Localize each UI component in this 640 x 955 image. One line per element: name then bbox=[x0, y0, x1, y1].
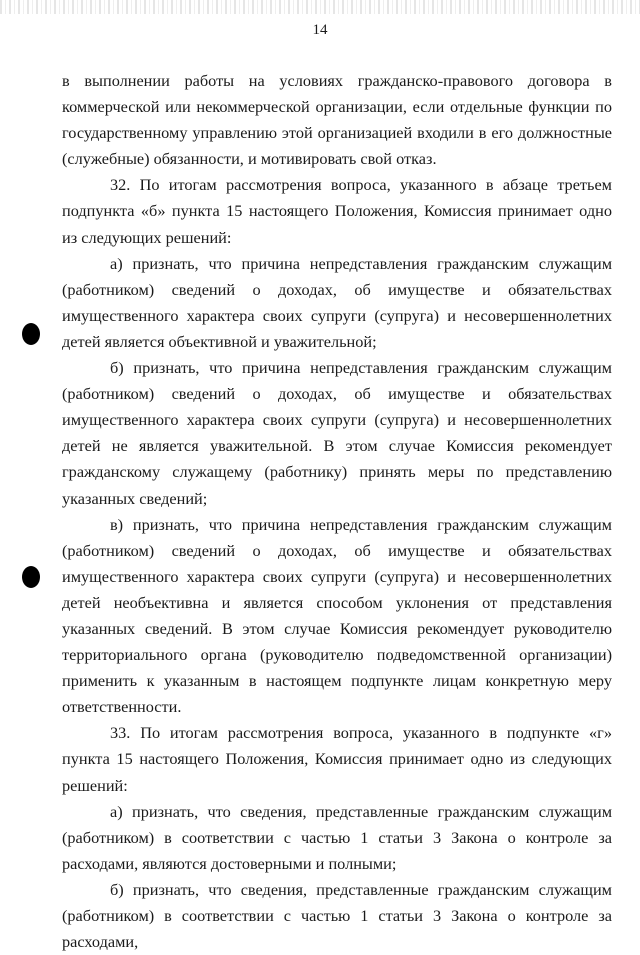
paragraph-33-a: а) признать, что сведения, представленные гражданским служащим (работником) в соответствии с частью 1 статьи 3 Закона о контроле за расходами, являются достоверными и полными; bbox=[62, 801, 612, 873]
paragraph-33: 33. По итогам рассмотрения вопроса, указанного в подпункте «г» пункта 15 настоящего Положения, Комиссия принимает одно из следующих решений: bbox=[62, 723, 612, 795]
paragraph-32-v: в) признать, что причина непредставления гражданским служащим (работником) сведений о доходах, об имуществе и обязательствах имущественного характера своих супруги (супруга) и несовершеннолетних детей необъективна и является способом уклонения от представления указанных сведений. В этом случае Комиссия рекомендует руководителю территориального органа (руководителю подведомственной организации) применить к указанным в настоящем подпункте лицам конкретную меру ответственности. bbox=[62, 514, 612, 717]
paragraph-32-b: б) признать, что причина непредставления гражданским служащим (работником) сведений о доходах, об имуществе и обязательствах имущественного характера своих супруги (супруга) и несовершеннолетних детей не является уважительной. В этом случае Комиссия рекомендует гражданскому служащему (работнику) принять меры по представлению указанных сведений; bbox=[62, 358, 612, 508]
scan-header-artifact bbox=[0, 0, 640, 14]
paragraph: в выполнении работы на условиях гражданско-правового договора в коммерческой или некоммерческой организации, если отдельные функции по государственному управлению этой организацией входили в его должностные (служебные) обязанности, и мотивировать свой отказ. bbox=[62, 71, 612, 169]
punch-hole bbox=[22, 323, 40, 345]
punch-hole bbox=[22, 566, 40, 588]
paragraph-33-b: б) признать, что сведения, представленные гражданским служащим (работником) в соответствии с частью 1 статьи 3 Закона о контроле за расходами, bbox=[62, 879, 612, 952]
page-number: 14 bbox=[312, 22, 328, 38]
paragraph-32-a: а) признать, что причина непредставления гражданским служащим (работником) сведений о доходах, об имуществе и обязательствах имущественного характера своих супруги (супруга) и несовершеннолетних детей является объективной и уважительной; bbox=[62, 253, 612, 351]
document-body bbox=[62, 68, 612, 955]
paragraph-32: 32. По итогам рассмотрения вопроса, указанного в абзаце третьем подпункта «б» пункта 15 настоящего Положения, Комиссия принимает одно из следующих решений: bbox=[62, 175, 612, 247]
